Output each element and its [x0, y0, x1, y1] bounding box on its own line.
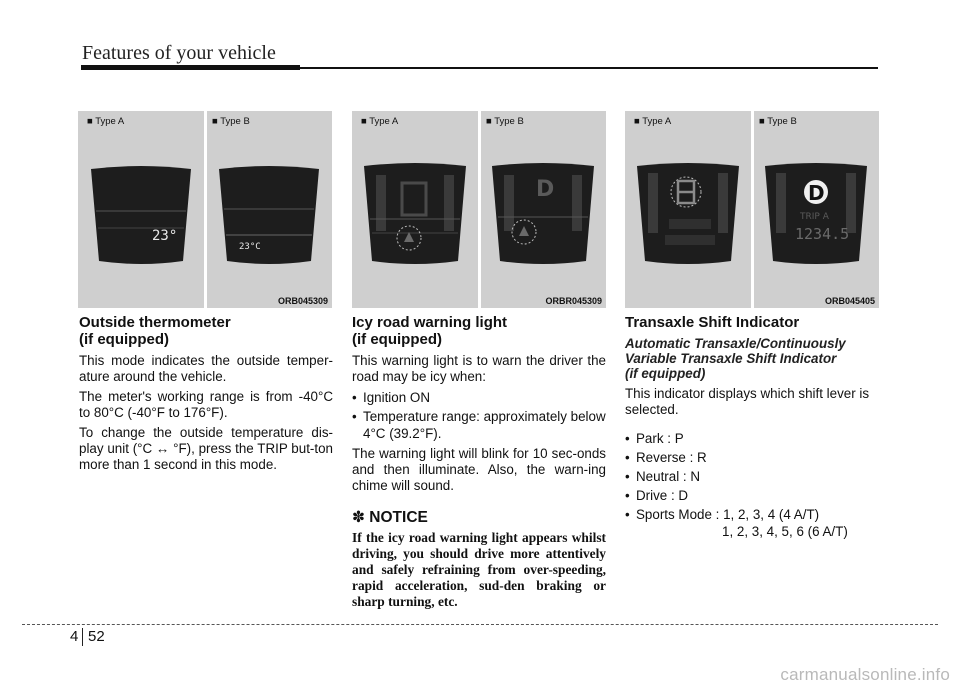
footer-separator — [82, 628, 83, 646]
list-item: • Temperature range: approximately below 4°C (39.2°F). — [352, 408, 606, 442]
sports-mode-line-2: 1, 2, 3, 4, 5, 6 (6 A/T) — [722, 524, 848, 539]
list-item: • Park : P — [625, 430, 879, 447]
thermometer-section — [79, 314, 333, 477]
figure-code: ORB045309 — [277, 296, 328, 306]
type-a-label: ■ Type A — [87, 116, 125, 127]
panel-divider — [478, 111, 481, 308]
list-item: • Drive : D — [625, 487, 879, 504]
list-item: • Neutral : N — [625, 468, 879, 485]
type-a-label: ■ Type A — [634, 116, 672, 127]
icy-road-section — [352, 314, 606, 614]
transaxle-heading: Transaxle Shift Indicator — [625, 314, 800, 331]
temp-readout-b: 23°C — [239, 242, 261, 252]
thermometer-paragraph: To change the outside temperature dis-play unit (°C ↔ °F), press the TRIP but-ton more than 1 second in this mode. — [79, 425, 333, 472]
type-b-label: ■ Type B — [759, 116, 797, 127]
shift-indicator-figure — [625, 111, 879, 308]
transaxle-intro: This indicator displays which shift lever is selected. — [625, 386, 870, 417]
panel-divider — [204, 111, 207, 308]
thermometer-figure — [78, 111, 332, 308]
list-item — [625, 506, 879, 540]
figure-code: ORB045405 — [824, 296, 875, 306]
list-item: • Ignition ON — [352, 389, 606, 406]
transaxle-subheading: Automatic Transaxle/Continuously Variable Transaxle Shift Indicator (if equipped) — [625, 336, 846, 381]
shift-positions-list — [625, 430, 879, 540]
footer-rule — [22, 624, 938, 625]
notice-body: If the icy road warning light appears whilst driving, you should drive more attentively and safely refraining from over-speeding, rapid acceleration, sud-den braking or sharp turning, etc. — [352, 530, 606, 609]
thermometer-heading: Outside thermometer (if equipped) — [79, 314, 231, 348]
icy-road-conditions-list — [352, 389, 606, 442]
thermometer-paragraph: This mode indicates the outside temper-ature around the vehicle. — [79, 353, 333, 384]
icy-road-heading: Icy road warning light (if equipped) — [352, 314, 508, 348]
gear-indicator-b: D — [536, 177, 555, 202]
gear-indicator-b: D — [808, 181, 825, 205]
list-item: • Reverse : R — [625, 449, 879, 466]
trip-label: TRIP A — [800, 212, 829, 222]
running-header: Features of your vehicle — [82, 42, 276, 64]
transaxle-section — [625, 314, 879, 544]
icy-road-figure — [352, 111, 606, 308]
type-a-label: ■ Type A — [361, 116, 399, 127]
chapter-number: 4 — [70, 628, 79, 645]
notice-heading: ✽ NOTICE — [352, 509, 428, 526]
temp-readout-a: 23° — [152, 228, 178, 244]
thermometer-paragraph: The meter's working range is from -40°C to 80°C (-40°F to 176°F). — [79, 389, 333, 420]
icy-road-paragraph: The warning light will blink for 10 sec-onds and then illuminate. Also, the warn-ing chime will sound. — [352, 446, 606, 493]
page-number: 52 — [88, 628, 105, 645]
icy-road-intro: This warning light is to warn the driver the road may be icy when: — [352, 353, 606, 384]
type-b-label: ■ Type B — [486, 116, 524, 127]
watermark: carmanualsonline.info — [780, 665, 950, 684]
trip-value: 1234.5 — [795, 225, 850, 243]
figure-code: ORBR045309 — [545, 296, 602, 306]
header-rule-thin — [300, 67, 878, 69]
type-b-label: ■ Type B — [212, 116, 250, 127]
header-rule-thick — [81, 65, 300, 70]
sports-mode-line: Sports Mode : 1, 2, 3, 4 (4 A/T) — [636, 507, 820, 522]
panel-divider — [751, 111, 754, 308]
